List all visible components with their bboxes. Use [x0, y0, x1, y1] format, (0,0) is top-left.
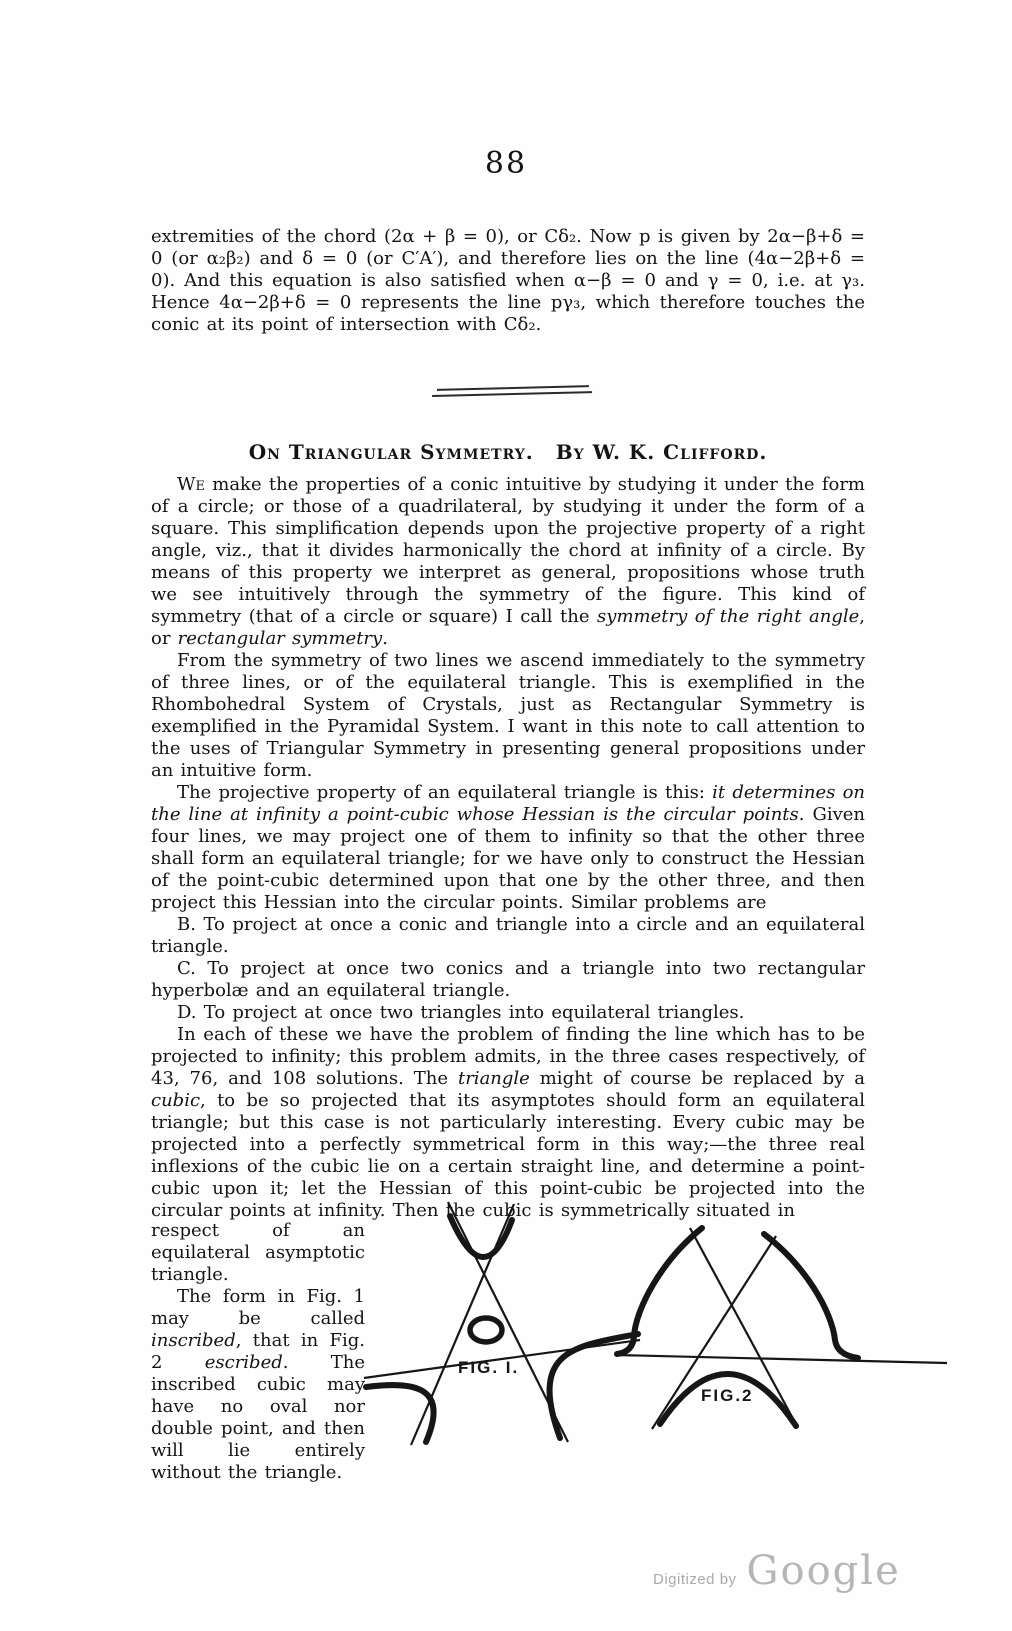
- italic-phrase: symmetry of the right angle: [597, 606, 860, 627]
- paragraph-text: might of course be replaced by a: [529, 1068, 865, 1089]
- drop-word: We: [177, 474, 205, 495]
- paragraph-text: .: [382, 628, 388, 649]
- paragraph-text: Given four lines, we may project one of them to infinity so that the other three shall form an equilateral triangle; for we have only to construct the Hessian of the point-cubic determined upon that one by the other three, and then project this Hessian into the circular points. Similar problems are: [151, 804, 865, 913]
- italic-phrase: inscribed: [151, 1330, 236, 1351]
- italic-phrase: rectangular symmetry: [177, 628, 383, 649]
- paragraph-text: The form in Fig. 1 may be called: [151, 1286, 365, 1329]
- italic-phrase: cubic: [151, 1090, 201, 1111]
- figure-2-escribed-cubic: [602, 1212, 952, 1457]
- paragraph-text: In each of these we have the problem of finding the line which has to be projected to infinity; this problem admits, in the three cases respectively, of 43, 76, and 108 solutions. The: [151, 1024, 865, 1089]
- divider-rule-top: [437, 385, 589, 391]
- article-title: On Triangular Symmetry. By W. K. Clifford.: [248, 440, 768, 464]
- italic-phrase: triangle: [457, 1068, 530, 1089]
- paragraph-text: [151, 226, 865, 336]
- list-item-d: D. To project at once two triangles into equilateral triangles.: [177, 1002, 745, 1023]
- paragraph-text: , or: [151, 606, 865, 649]
- paragraph-projective-property: [151, 782, 865, 914]
- divider-rule-bottom: [432, 391, 592, 397]
- italic-phrase: escribed: [204, 1352, 283, 1373]
- paragraph-we-make: [151, 474, 865, 650]
- figure-1-label: FIG. I.: [458, 1358, 520, 1377]
- paragraph-from-symmetry: From the symmetry of two lines we ascend immediately to the symmetry of three lines, or of the equilateral triangle. This is exemplified in the Rhombohedral System of Crystals, just as Rectangular Symmetry is exemplified in the Pyramidal System. I want in this note to call attention to the uses of Triangular Symmetry in presenting general propositions under an intuitive form.: [151, 650, 865, 781]
- figure-2-drawing: [602, 1212, 952, 1457]
- left-text-column: [151, 1220, 365, 1484]
- paragraph-text: , to be so projected that its asymptotes should form an equilateral triangle; but this case is not particularly interesting. Every cubic may be projected into a perfectly symmetrical form in this way;—the three real inflexions of the cubic lie on a certain straight line, and determine a point-cubic upon it; let the Hessian of this point-cubic be projected into the circular points at infinity. Then the cubic is symmetrically situated in: [151, 1090, 865, 1221]
- paragraph-text: . The inscribed cubic may have no oval nor double point, and then will lie entirely without the triangle.: [151, 1352, 365, 1483]
- figure-2-label: FIG.2: [701, 1386, 754, 1405]
- continuation-paragraph: [151, 226, 865, 336]
- list-item-b: B. To project at once a conic and triangle into a circle and an equilateral triangle.: [151, 914, 865, 957]
- triangle-lines: [616, 1228, 947, 1429]
- paragraph-text: The projective property of an equilateral triangle is this:: [177, 782, 713, 803]
- italic-phrase: it determines on the line at infinity a point-cubic whose Hessian is the circular points.: [151, 782, 865, 825]
- paragraph-continuation: respect of an equilateral asymptotic triangle.: [151, 1220, 365, 1285]
- google-logo: Google: [746, 1548, 901, 1594]
- paragraph-text: make the properties of a conic intuitive by studying it under the form of a circle; or those of a quadrilateral, by studying it under the form of a square. This simplification depends upon the projective property of a right angle, viz., that it divides harmonically the chord at infinity of a circle. By means of this property we interpret as general, propositions whose truth we see intuitively through the symmetry of the figure. This kind of symmetry (that of a circle or square) I call the: [151, 474, 865, 627]
- section-divider: [437, 385, 589, 397]
- intro-text: extremities of the chord (2α + β = 0), or Cδ₂. Now p is given by 2α−β+δ = 0 (or α₂β₂) and δ = 0 (or C′A′), and therefore lies on the line (4α−2β+δ = 0). And this equation is also satisfied when α−β = 0 and γ = 0, i.e. at γ₃. Hence 4α−2β+δ = 0 represents the line pγ₃, which therefore touches the conic at its point of intersection with Cδ₂.: [151, 226, 865, 335]
- list-item-c: C. To project at once two conics and a triangle into two rectangular hyperbolæ and an equilateral triangle.: [151, 958, 865, 1001]
- cubic-oval: [470, 1318, 502, 1342]
- paragraph-text: , that in Fig. 2: [151, 1330, 365, 1373]
- paragraph-fig-forms: [151, 1286, 365, 1484]
- article-body: [151, 474, 865, 1222]
- page-number: 88: [484, 146, 528, 181]
- digitized-by-text: Digitized by: [653, 1571, 737, 1588]
- digitized-watermark: [653, 1548, 901, 1594]
